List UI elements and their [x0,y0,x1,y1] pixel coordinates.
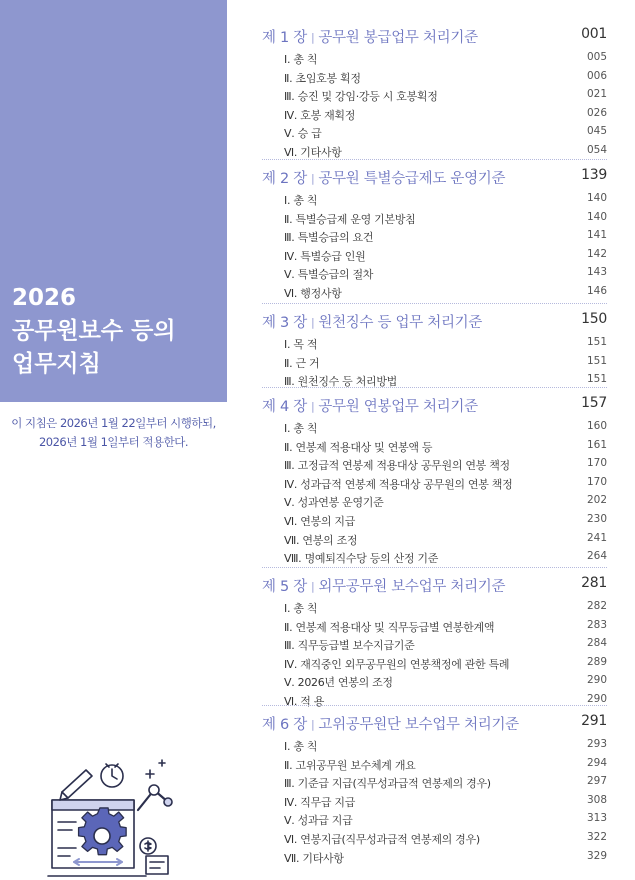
chapter-divider [262,705,607,706]
toc-item-label: Ⅴ. 성과연봉 운영기준 [284,496,384,510]
toc-item-page: 151 [586,354,607,367]
chapter-heading[interactable] [262,311,607,335]
chapter-heading[interactable] [262,713,607,737]
toc-item[interactable] [262,265,607,284]
toc-item-label: Ⅶ. 연봉의 조정 [284,533,358,547]
toc-item[interactable] [262,655,607,674]
toc-item-page: 151 [586,373,607,386]
toc-item-label: Ⅵ. 적 용 [284,694,325,708]
toc-item-page: 322 [586,830,607,843]
toc-item[interactable] [262,475,607,494]
toc-item[interactable] [262,124,607,143]
toc-item[interactable] [262,618,607,637]
toc-item-label: Ⅵ. 연봉지급(직무성과급적 연봉제의 경우) [284,832,480,846]
toc-item-label: Ⅵ. 연봉의 지급 [284,514,356,528]
toc-item-label: Ⅵ. 기타사항 [284,145,342,159]
toc-item-label: Ⅲ. 특별승급의 요건 [284,231,374,245]
settings-gear-illustration [46,752,181,880]
toc-item-label: Ⅴ. 특별승급의 절차 [284,268,374,282]
toc-item[interactable] [262,673,607,692]
toc-item-label: Ⅰ. 총 칙 [284,422,318,435]
toc-item[interactable] [262,87,607,106]
toc-item-label: Ⅳ. 특별승급 인원 [284,249,366,263]
toc-item-page: 170 [586,475,607,488]
toc-item[interactable] [262,284,607,303]
toc-item[interactable] [262,512,607,531]
toc-item[interactable] [262,438,607,457]
toc-item-label: Ⅲ. 고정급적 연봉제 적용대상 공무원의 연봉 책정 [284,459,510,473]
toc-item[interactable] [262,50,607,69]
effective-date-notice [0,414,227,452]
toc-item[interactable] [262,354,607,373]
toc-item-label: Ⅳ. 재직중인 외무공무원의 연봉책정에 관한 특례 [284,657,510,671]
cover-title [12,282,176,381]
toc-item[interactable] [262,599,607,618]
chapter-heading[interactable] [262,395,607,419]
toc-item-label: Ⅴ. 성과급 지급 [284,814,353,828]
chapter-page-number: 291 [581,713,607,729]
toc-item-label: Ⅲ. 기준급 지급(직무성과급적 연봉제의 경우) [284,777,491,791]
toc-item-label: Ⅴ. 2026년 연봉의 조정 [284,676,393,690]
chapter-divider [262,567,607,568]
toc-item[interactable] [262,636,607,655]
toc-item-label: Ⅶ. 기타사항 [284,851,344,865]
toc-item-label: Ⅷ. 명예퇴직수당 등의 산정 기준 [284,552,439,566]
toc-item-label: Ⅰ. 총 칙 [284,53,318,66]
toc-item-page: 054 [586,143,607,156]
toc-item-page: 006 [586,69,607,82]
toc-item-label: Ⅴ. 승 급 [284,127,322,141]
notice-line: 이 지침은 2026년 1월 22일부터 시행하되, [11,416,216,430]
toc-item-page: 294 [586,756,607,769]
chapter-title: 제 2 장 | 공무원 특별승급제도 운영기준 [262,171,506,187]
toc-item[interactable] [262,335,607,354]
toc-item-page: 290 [586,692,607,705]
chapter-page-number: 281 [581,575,607,591]
toc-item-page: 313 [586,812,607,825]
toc-item-label: Ⅱ. 근 거 [284,356,320,370]
toc-item-label: Ⅱ. 연봉제 적용대상 및 연봉액 등 [284,440,433,454]
toc-item[interactable] [262,247,607,266]
toc-item[interactable] [262,811,607,830]
toc-item-page: 329 [586,849,607,862]
toc-item-page: 161 [586,438,607,451]
toc-item-label: Ⅳ. 호봉 재획정 [284,108,356,122]
chapter-heading[interactable] [262,167,607,191]
toc-item-label: Ⅵ. 행정사항 [284,286,342,300]
toc-item-page: 290 [586,674,607,687]
toc-item[interactable] [262,849,607,868]
toc-item-page: 140 [586,192,607,204]
toc-item-page: 140 [586,210,607,223]
toc-item-label: Ⅰ. 총 칙 [284,740,318,753]
toc-item[interactable] [262,774,607,793]
cover-title-line: 업무지침 [12,351,101,377]
toc-item-label: Ⅱ. 연봉제 적용대상 및 직무등급별 연봉한계액 [284,620,495,634]
toc-item[interactable] [262,228,607,247]
toc-item-page: 026 [586,106,607,119]
toc-chapter [262,26,607,162]
toc-item[interactable] [262,756,607,775]
toc-item[interactable] [262,692,607,711]
chapter-divider [262,387,607,388]
toc-item-label: Ⅲ. 직무등급별 보수지급기준 [284,639,415,653]
toc-item-page: 005 [586,51,607,63]
toc-item[interactable] [262,419,607,438]
toc-item-page: 284 [586,637,607,650]
toc-item-page: 297 [586,775,607,788]
toc-item[interactable] [262,531,607,550]
toc-item-page: 241 [586,531,607,544]
toc-item-label: Ⅰ. 총 칙 [284,602,318,615]
toc-item-page: 045 [586,125,607,138]
toc-chapter [262,575,607,711]
chapter-page-number: 150 [581,311,607,327]
toc-item-label: Ⅱ. 특별승급제 운영 기본방침 [284,212,416,226]
toc-item-page: 264 [586,550,607,563]
toc-item-page: 146 [586,284,607,297]
toc-item-page: 141 [586,229,607,242]
toc-item-page: 283 [586,618,607,631]
toc-item-page: 230 [586,512,607,525]
cover-title-line: 2026 [12,285,77,311]
toc-item[interactable] [262,737,607,756]
toc-item-label: Ⅱ. 초임호봉 획정 [284,71,361,85]
chapter-divider [262,159,607,160]
toc-item-page: 282 [586,600,607,612]
toc-item-label: Ⅲ. 원천징수 등 처리방법 [284,375,398,389]
toc-item[interactable] [262,106,607,125]
toc-item-page: 160 [586,420,607,432]
toc-item[interactable] [262,191,607,210]
toc-item[interactable] [262,830,607,849]
toc-item-page: 170 [586,457,607,470]
toc-chapter [262,713,607,867]
chapter-title: 제 6 장 | 고위공무원단 보수업무 처리기준 [262,717,519,733]
chapter-page-number: 157 [581,395,607,411]
notice-line: 2026년 1월 1일부터 적용한다. [38,435,188,449]
chapter-page-number: 001 [581,26,607,42]
chapter-title: 제 4 장 | 공무원 연봉업무 처리기준 [262,399,478,415]
toc-item-label: Ⅳ. 성과급적 연봉제 적용대상 공무원의 연봉 책정 [284,477,513,491]
toc-item-page: 151 [586,336,607,348]
toc-item-label: Ⅲ. 승진 및 강임·강등 시 호봉획정 [284,90,438,104]
toc-item-page: 289 [586,655,607,668]
toc-item[interactable] [262,210,607,229]
toc-item-label: Ⅰ. 목 적 [284,338,318,351]
chapter-heading[interactable] [262,26,607,50]
chapter-heading[interactable] [262,575,607,599]
toc-item[interactable] [262,493,607,512]
toc-item-page: 202 [586,494,607,507]
toc-item-label: Ⅰ. 총 칙 [284,194,318,207]
toc-chapter [262,167,607,303]
toc-item-page: 021 [586,88,607,101]
chapter-title: 제 3 장 | 원천징수 등 업무 처리기준 [262,315,483,331]
toc-item[interactable] [262,549,607,568]
toc-item-page: 308 [586,793,607,806]
toc-chapter [262,311,607,391]
toc-item[interactable] [262,456,607,475]
toc-chapter [262,395,607,568]
toc-item-page: 143 [586,266,607,279]
chapter-page-number: 139 [581,167,607,183]
toc-item[interactable] [262,793,607,812]
toc-item[interactable] [262,69,607,88]
toc-item-label: Ⅱ. 고위공무원 보수체계 개요 [284,758,416,772]
cover-title-line: 공무원보수 등의 [12,318,176,344]
chapter-title: 제 1 장 | 공무원 봉급업무 처리기준 [262,30,478,46]
toc-item-page: 142 [586,247,607,260]
chapter-title: 제 5 장 | 외무공무원 보수업무 처리기준 [262,579,506,595]
chapter-divider [262,303,607,304]
toc-item-page: 293 [586,738,607,750]
toc-item-label: Ⅳ. 직무급 지급 [284,795,356,809]
